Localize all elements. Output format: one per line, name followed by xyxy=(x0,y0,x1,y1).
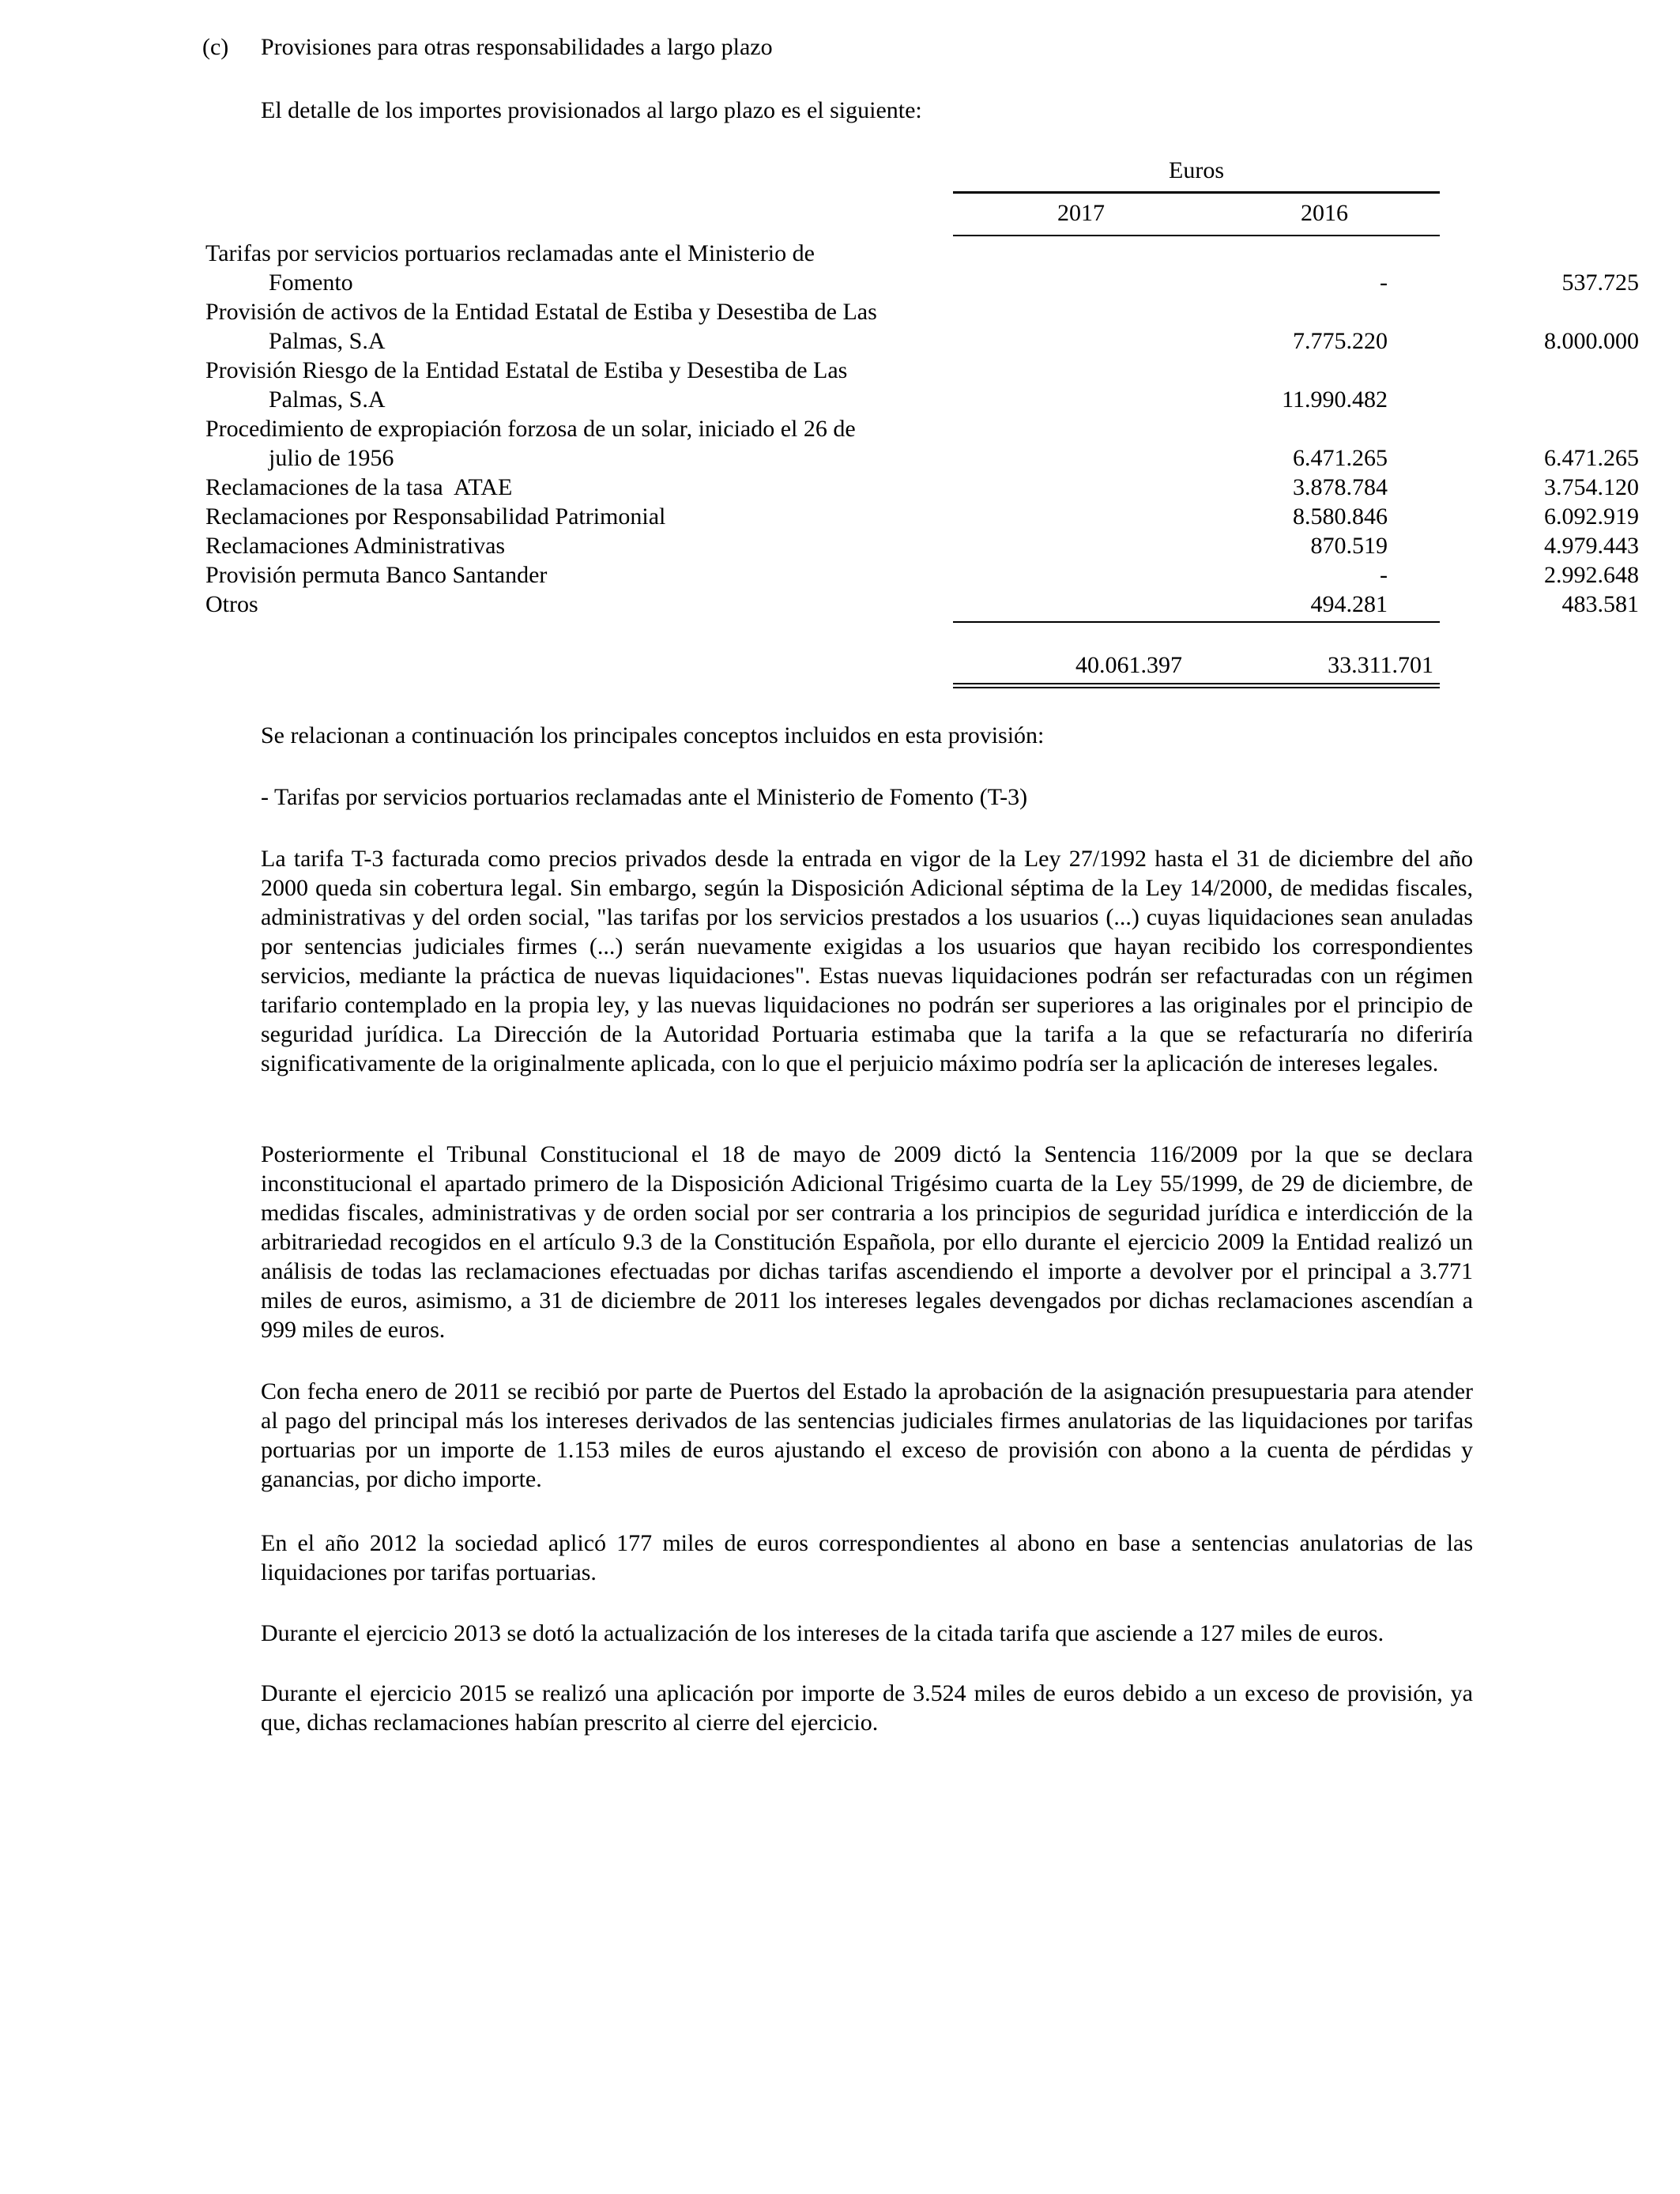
section-number: (c) xyxy=(202,34,229,60)
paragraph-2015: Durante el ejercicio 2015 se realizó una aplicación por importe de 3.524 miles de euros debido a un exceso de provisión, ya que, dichas reclamaciones habían prescrito al cierre del ejercicio. xyxy=(261,1680,1473,1736)
row-label xyxy=(205,297,940,356)
total-row xyxy=(953,650,1440,681)
row-label: Provisión permuta Banco Santander xyxy=(205,562,548,588)
subtotal-rule xyxy=(953,621,1440,623)
row-label xyxy=(205,239,940,297)
paragraph-subheading-t3: - Tarifas por servicios portuarios reclamadas ante el Ministerio de Fomento (T-3) xyxy=(261,784,1028,810)
row-value-2016: 3.754.120 xyxy=(1544,474,1639,500)
paragraph-tribunal: Posteriormente el Tribunal Constitucional el 18 de mayo de 2009 dictó la Sentencia 116/2009 por la que se declara inconstitucional el apartado primero de la Disposición Adicional Trigésimo cuarta de la Ley 55/1999, de 29 de diciembre, de medidas fiscales, administrativas y de orden social por ser contraria a los principios de seguridad jurídica e interdicción de la arbitrariedad recogidos en el artículo 9.3 de la Constitución Española, por ello durante el ejercicio 2009 la Entidad realizó un análisis de todas las reclamaciones efectuadas por dichas tarifas ascendiendo el importe a devolver por el principal a 3.771 miles de euros, asimismo, a 31 de diciembre de 2011 los intereses legales devengados por dichas reclamaciones ascendían a 999 miles de euros. xyxy=(261,1141,1473,1343)
intro-text: El detalle de los importes provisionados al largo plazo es el siguiente: xyxy=(261,97,922,123)
row-value-2017: 11.990.482 xyxy=(1282,386,1388,413)
row-label-line-2: Palmas, S.A xyxy=(269,386,386,413)
units-underline xyxy=(953,191,1440,194)
row-label: Otros xyxy=(205,591,258,617)
row-label-line-1: Tarifas por servicios portuarios reclamadas ante el Ministerio de xyxy=(205,240,815,266)
row-label: Reclamaciones de la tasa ATAE xyxy=(205,474,513,500)
total-2017: 40.061.397 xyxy=(1075,652,1182,678)
row-label-line-2: Palmas, S.A xyxy=(269,328,386,354)
total-double-rule-top xyxy=(953,683,1440,684)
row-label-line-1: Procedimiento de expropiación forzosa de un solar, iniciado el 26 de xyxy=(205,416,856,442)
row-value-2017: 6.471.265 xyxy=(1293,445,1388,471)
row-label-line-2: Fomento xyxy=(269,270,353,296)
paragraph-2012: En el año 2012 la sociedad aplicó 177 miles de euros correspondientes al abono en base a sentencias anulatorias de las liquidaciones por tarifas portuarias. xyxy=(261,1530,1473,1585)
paragraph-2011: Con fecha enero de 2011 se recibió por parte de Puertos del Estado la aprobación de la asignación presupuestaria para atender al pago del principal más los intereses derivados de las sentencias judiciales firmes anulatorias de las liquidaciones por tarifas portuarias por un importe de 1.153 miles de euros ajustando el exceso de provisión con abono a la cuenta de pérdidas y ganancias, por dicho importe. xyxy=(261,1378,1473,1492)
row-value-2017: 3.878.784 xyxy=(1293,474,1388,500)
row-value-2016: 483.581 xyxy=(1561,591,1639,617)
row-label-line-1: Provisión de activos de la Entidad Estatal de Estiba y Desestiba de Las xyxy=(205,299,877,325)
row-value-2017: 494.281 xyxy=(1310,591,1388,617)
total-double-rule-bottom xyxy=(953,687,1440,688)
row-value-2017: - xyxy=(1380,562,1388,588)
row-value-2017: 870.519 xyxy=(1310,533,1388,559)
row-label: Reclamaciones por Responsabilidad Patrimonial xyxy=(205,503,666,530)
row-value-2016: 8.000.000 xyxy=(1544,328,1639,354)
paragraph-concepts-intro: Se relacionan a continuación los principales conceptos incluidos en esta provisión: xyxy=(261,722,1045,748)
row-label xyxy=(205,356,940,414)
header-underline xyxy=(953,235,1440,236)
paragraph-2013: Durante el ejercicio 2013 se dotó la actualización de los intereses de la citada tarifa que asciende a 127 miles de euros. xyxy=(261,1620,1384,1646)
year-2017-header: 2017 xyxy=(1057,200,1105,226)
row-label-line-1: Provisión Riesgo de la Entidad Estatal de Estiba y Desestiba de Las xyxy=(205,357,848,383)
section-heading xyxy=(202,30,773,65)
total-2016: 33.311.701 xyxy=(1328,652,1433,678)
row-value-2016: 6.092.919 xyxy=(1544,503,1639,530)
row-value-2017: 8.580.846 xyxy=(1293,503,1388,530)
row-value-2016: 6.471.265 xyxy=(1544,445,1639,471)
row-label-line-2: julio de 1956 xyxy=(269,445,394,471)
row-value-2016: 537.725 xyxy=(1561,270,1639,296)
row-value-2017: - xyxy=(1380,270,1388,296)
paragraph-t3-tarifa: La tarifa T-3 facturada como precios privados desde la entrada en vigor de la Ley 27/1992 hasta el 31 de diciembre del año 2000 queda sin cobertura legal. Sin embargo, según la Disposición Adicional séptima de la Ley 14/2000, de medidas fiscales, administrativas y del orden social, "las tarifas por los servicios prestados a los usuarios (...) cuyas liquidaciones sean anuladas por sentencias judiciales firmes (...) serán nuevamente exigidas a los usuarios que hayan recibido los correspondientes servicios, mediante la práctica de nuevas liquidaciones". Estas nuevas liquidaciones podrán ser refacturadas con un régimen tarifario contemplado en la propia ley, y las nuevas liquidaciones no podrán ser superiores a las originales por el principio de seguridad jurídica. La Dirección de la Autoridad Portuaria estimaba que la tarifa a la que se refacturaría no diferiría significativamente de la originalmente aplicada, con lo que el perjuicio máximo podría ser la aplicación de intereses legales. xyxy=(261,846,1473,1076)
row-value-2017: 7.775.220 xyxy=(1293,328,1388,354)
row-value-2016: 2.992.648 xyxy=(1544,562,1639,588)
year-2016-header: 2016 xyxy=(1301,200,1348,226)
section-title: Provisiones para otras responsabilidades a largo plazo xyxy=(261,34,773,60)
row-label: Reclamaciones Administrativas xyxy=(205,533,506,559)
row-value-2016: 4.979.443 xyxy=(1544,533,1639,559)
row-label xyxy=(205,414,940,473)
units-header: Euros xyxy=(1169,157,1224,183)
